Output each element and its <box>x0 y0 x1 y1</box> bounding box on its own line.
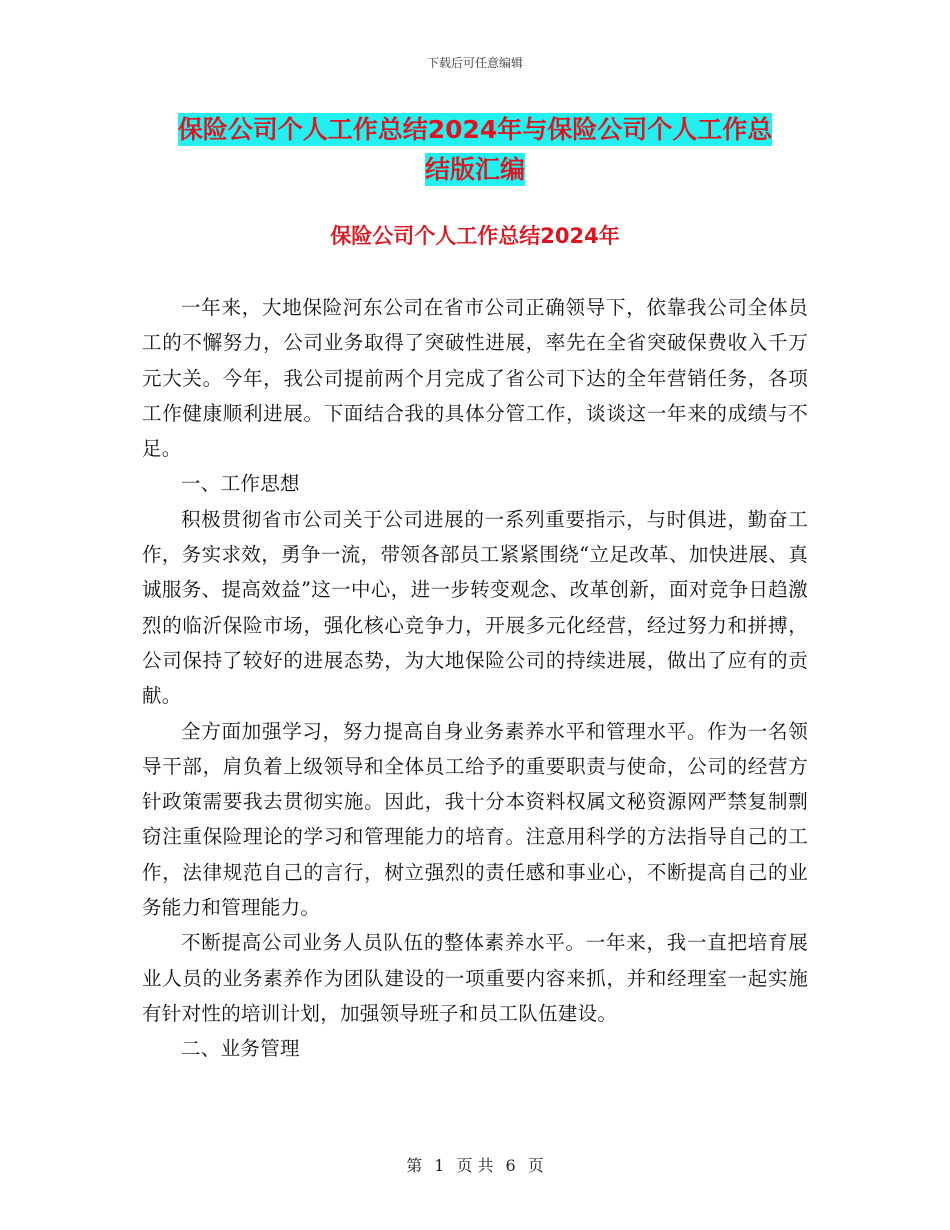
section-title: 保险公司个人工作总结2024年 <box>330 224 620 248</box>
footer-middle: 页 共 <box>456 1156 494 1175</box>
paragraph-team: 不断提高公司业务人员队伍的整体素养水平。一年来，我一直把培育展业人员的业务素养作为团队建设的一项重要内容来抓，并和经理室一起实施有针对性的培训计划，加强领导班子和员工队伍建设。 <box>142 931 808 1025</box>
footer-total-pages: 6 <box>505 1156 516 1175</box>
title-line-1: 保险公司个人工作总结2024年与保险公司个人工作总 <box>177 115 773 144</box>
title-line-2: 结版汇编 <box>424 155 525 184</box>
body-text <box>142 290 808 1067</box>
paragraph-work-thinking: 积极贯彻省市公司关于公司进展的一系列重要指示，与时俱进，勤奋工作，务实求效，勇争一流，带领各部员工紧紧围绕“立足改革、加快进展、真诚服务、提高效益”这一中心，进一步转变观念、改革创新，面对竞争日趋激烈的临沂保险市场，强化核心竞争力，开展多元化经营，经过努力和拼搏，公司保持了较好的进展态势，为大地保险公司的持续进展，做出了应有的贡献。 <box>142 507 808 708</box>
heading-work-thinking: 一、工作思想 <box>181 472 300 496</box>
footer-prefix: 第 <box>406 1156 423 1175</box>
paragraph-study: 全方面加强学习，努力提高自身业务素养水平和管理水平。作为一名领导干部，肩负着上级领导和全体员工给予的重要职责与使命，公司的经营方针政策需要我去贯彻实施。因此，我十分本资料权属文秘资源网严禁复制剽窃注重保险理论的学习和管理能力的培育。注意用科学的方法指导自己的工作，法律规范自己的言行，树立强烈的责任感和事业心，不断提高自己的业务能力和管理能力。 <box>142 719 808 920</box>
page-footer <box>0 1153 950 1176</box>
footer-suffix: 页 <box>527 1156 544 1175</box>
document-title <box>140 110 810 190</box>
footer-page-number: 1 <box>434 1156 445 1175</box>
paragraph-intro: 一年来，大地保险河东公司在省市公司正确领导下，依靠我公司全体员工的不懈努力，公司业务取得了突破性进展，率先在全省突破保费收入千万元大关。今年，我公司提前两个月完成了省公司下达的全年营销任务，各项工作健康顺利进展。下面结合我的具体分管工作，谈谈这一年来的成绩与不足。 <box>142 296 808 461</box>
heading-business-management: 二、业务管理 <box>181 1037 300 1061</box>
header-note: 下载后可任意编辑 <box>426 56 523 70</box>
